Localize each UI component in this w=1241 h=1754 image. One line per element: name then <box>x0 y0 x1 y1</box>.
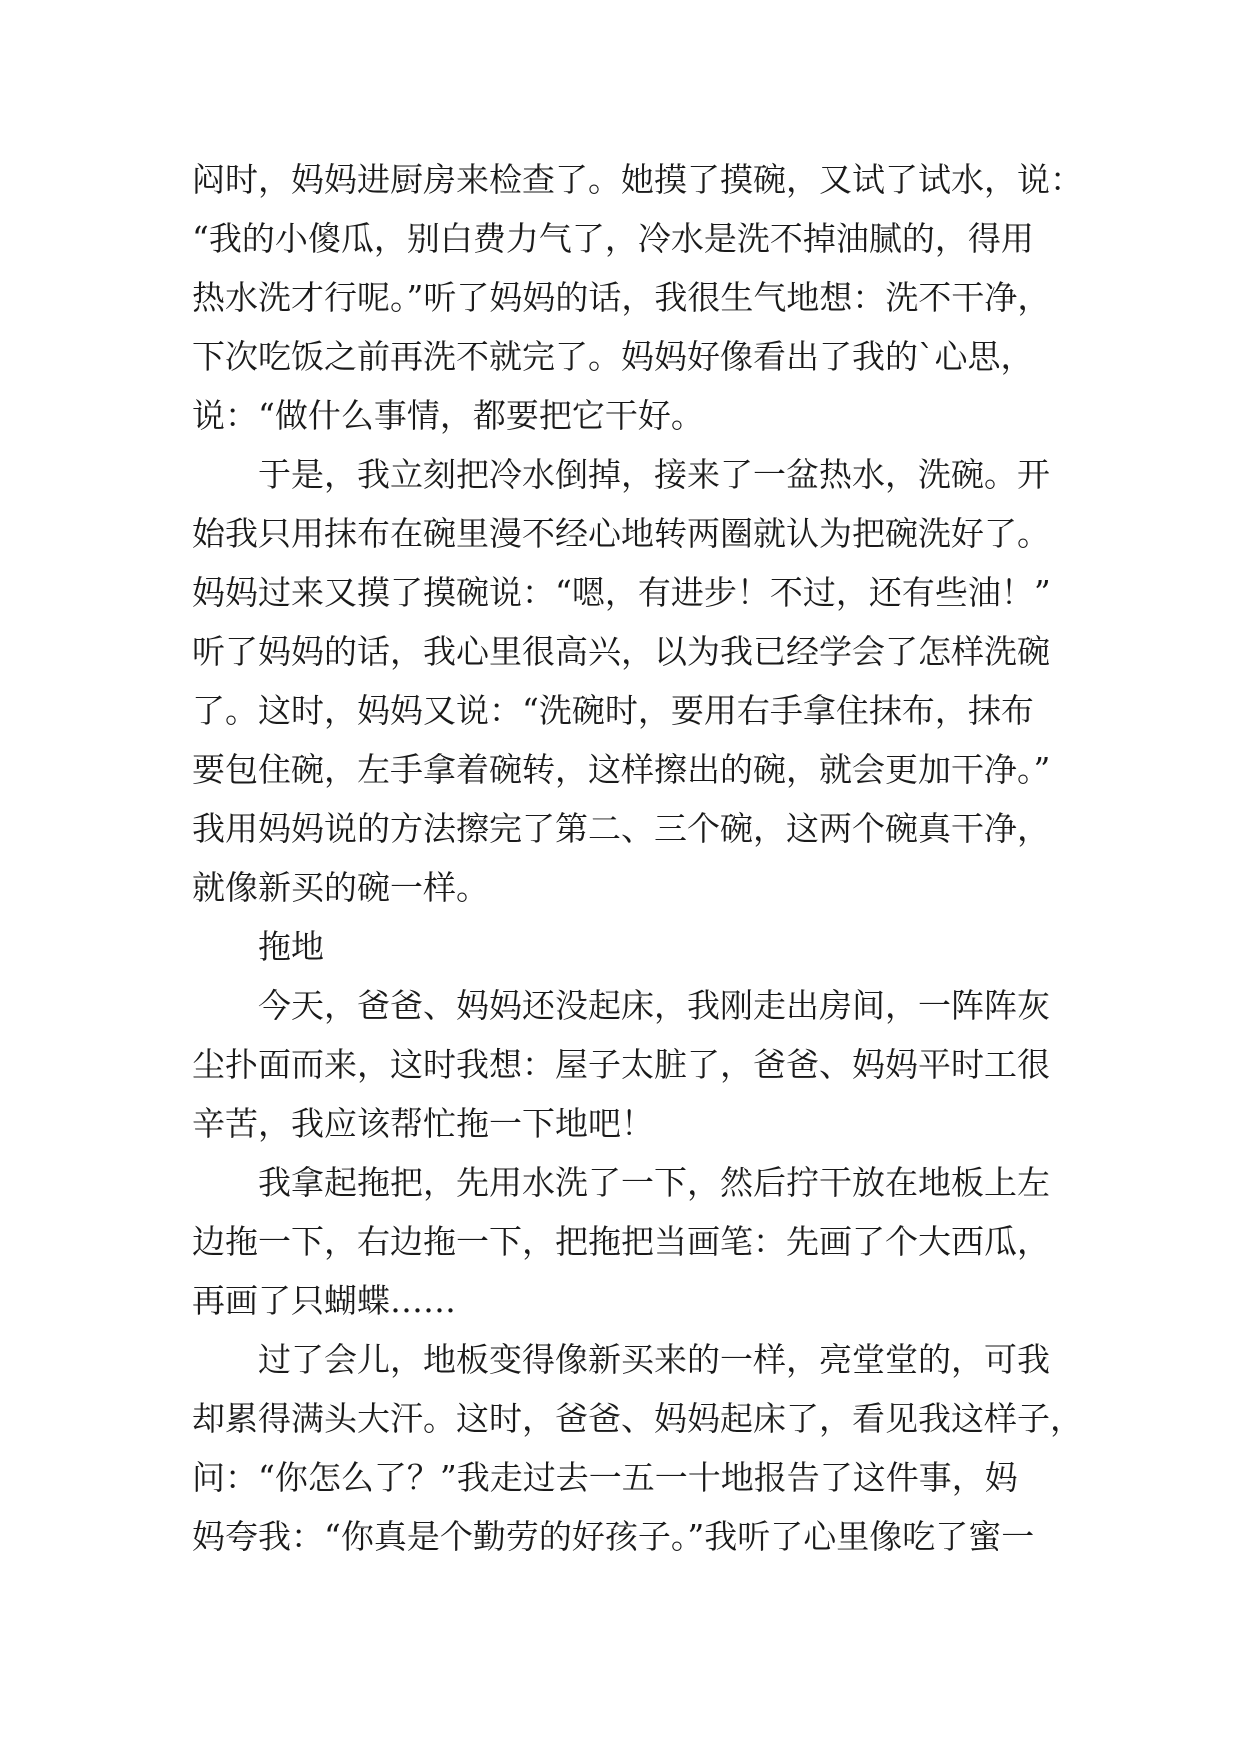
text-line: 却累得满头大汗。这时，爸爸、妈妈起床了，看见我这样子， <box>192 1399 1083 1438</box>
body-text <box>192 150 1083 1566</box>
text-line: 辛苦，我应该帮忙拖一下地吧！ <box>192 1104 654 1143</box>
text-line: 妈夸我：“你真是个勤劳的好孩子。”我听了心里像吃了蜜一 <box>192 1517 1035 1556</box>
text-line: 妈妈过来又摸了摸碗说：“嗯，有进步！不过，还有些油！” <box>192 573 1051 612</box>
text-line: 问：“你怎么了？”我走过去一五一十地报告了这件事，妈 <box>192 1458 1018 1497</box>
text-line: 热水洗才行呢。”听了妈妈的话，我很生气地想：洗不干净， <box>192 278 1051 317</box>
text-line: 我拿起拖把，先用水洗了一下，然后拧干放在地板上左 <box>258 1163 1050 1202</box>
text-line: 我用妈妈说的方法擦完了第二、三个碗，这两个碗真干净， <box>192 809 1050 848</box>
text-line: 尘扑面而来，这时我想：屋子太脏了，爸爸、妈妈平时工很 <box>192 1045 1050 1084</box>
text-line: 再画了只蝴蝶…… <box>192 1281 456 1320</box>
text-line: 下次吃饭之前再洗不就完了。妈妈好像看出了我的`心思， <box>192 337 1034 376</box>
text-line: 过了会儿，地板变得像新买来的一样，亮堂堂的，可我 <box>258 1340 1050 1379</box>
text-line: 闷时，妈妈进厨房来检查了。她摸了摸碗，又试了试水，说： <box>192 160 1083 199</box>
text-line: 边拖一下，右边拖一下，把拖把当画笔：先画了个大西瓜， <box>192 1222 1050 1261</box>
text-line: 就像新买的碗一样。 <box>192 868 489 907</box>
text-line: 要包住碗，左手拿着碗转，这样擦出的碗，就会更加干净。” <box>192 750 1051 789</box>
text-line: 于是，我立刻把冷水倒掉，接来了一盆热水，洗碗。开 <box>258 455 1050 494</box>
text-line: 听了妈妈的话，我心里很高兴，以为我已经学会了怎样洗碗 <box>192 632 1050 671</box>
text-line: 了。这时，妈妈又说：“洗碗时，要用右手拿住抹布，抹布 <box>192 691 1034 730</box>
text-line: “我的小傻瓜，别白费力气了，冷水是洗不掉油腻的，得用 <box>192 219 1034 258</box>
text-line: 说：“做什么事情，都要把它干好。 <box>192 396 704 435</box>
text-line: 今天，爸爸、妈妈还没起床，我刚走出房间，一阵阵灰 <box>258 986 1050 1025</box>
text-line: 始我只用抹布在碗里漫不经心地转两圈就认为把碗洗好了。 <box>192 514 1050 553</box>
text-line: 拖地 <box>258 927 324 966</box>
